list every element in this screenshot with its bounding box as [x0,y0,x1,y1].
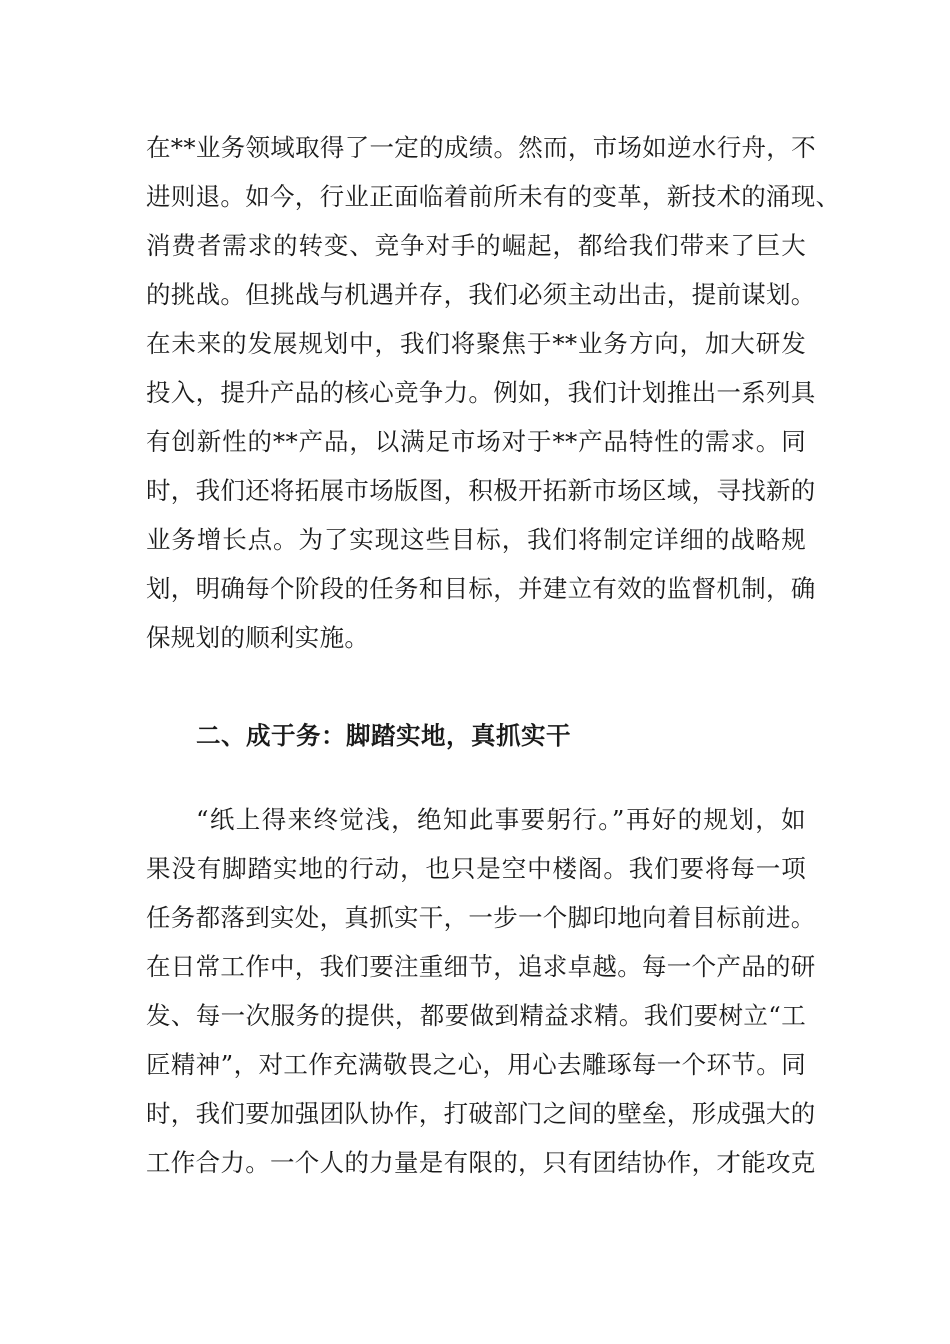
section-heading: 二、成于务：脚踏实地，真抓实干 [196,721,571,750]
paragraph-2-line-6: 匠精神”，对工作充满敬畏之心，用心去雕琢每一个环节。同 [146,1050,806,1079]
paragraph-1-line-8: 时，我们还将拓展市场版图，积极开拓新市场区域，寻找新的 [146,476,816,505]
paragraph-2-line-3: 任务都落到实处，真抓实干，一步一个脚印地向着目标前进。 [146,903,816,932]
paragraph-1-line-1: 在**业务领域取得了一定的成绩。然而，市场如逆水行舟，不 [146,133,816,162]
paragraph-1-line-3: 消费者需求的转变、竞争对手的崛起，都给我们带来了巨大 [146,231,806,260]
paragraph-1-line-2: 进则退。如今，行业正面临着前所未有的变革，新技术的涌现、 [146,182,841,211]
paragraph-1-line-11: 保规划的顺利实施。 [146,623,370,652]
paragraph-2-line-5: 发、每一次服务的提供，都要做到精益求精。我们要树立“工 [146,1001,806,1030]
paragraph-2-line-7: 时，我们要加强团队协作，打破部门之间的壁垒，形成强大的 [146,1099,816,1128]
paragraph-2-line-1: “纸上得来终觉浅，绝知此事要躬行。”再好的规划，如 [196,805,806,834]
paragraph-1-line-6: 投入，提升产品的核心竞争力。例如，我们计划推出一系列具 [146,378,816,407]
paragraph-2-line-8: 工作合力。一个人的力量是有限的，只有团结协作，才能攻克 [146,1148,816,1177]
paragraph-1-line-5: 在未来的发展规划中，我们将聚焦于**业务方向，加大研发 [146,329,806,358]
paragraph-2-line-2: 果没有脚踏实地的行动，也只是空中楼阁。我们要将每一项 [146,854,806,883]
paragraph-1-line-7: 有创新性的**产品，以满足市场对于**产品特性的需求。同 [146,427,806,456]
paragraph-2-line-4: 在日常工作中，我们要注重细节，追求卓越。每一个产品的研 [146,952,816,981]
paragraph-1-line-4: 的挑战。但挑战与机遇并存，我们必须主动出击，提前谋划。 [146,280,816,309]
paragraph-1-line-9: 业务增长点。为了实现这些目标，我们将制定详细的战略规 [146,525,806,554]
paragraph-1-line-10: 划，明确每个阶段的任务和目标，并建立有效的监督机制，确 [146,574,816,603]
